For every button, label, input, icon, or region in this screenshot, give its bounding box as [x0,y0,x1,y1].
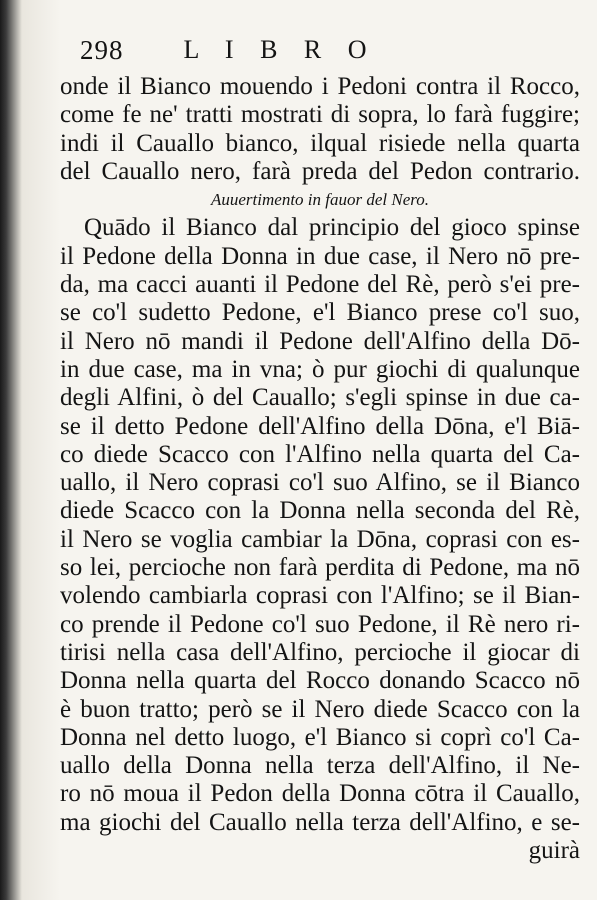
text-line: ma giochi del Cauallo nella terza dell'Alfino, e se- [60,808,580,836]
body-text [60,73,580,865]
text-line: da, ma cacci auanti il Pedone del Rè, però s'ei pre- [60,271,580,299]
text-line: Quādo il Bianco dal principio del gioco spinse [84,214,580,242]
text-line: so lei, percioche non farà perdita di Pedone, ma nō [60,554,580,582]
text-line: degli Alfini, ò del Cauallo; s'egli spinse in due ca- [60,384,580,412]
text-line: co diede Scacco con l'Alfino nella quarta del Ca- [60,440,580,468]
catchword: guirà [528,837,580,865]
text-line: come fe ne' tratti mostrati di sopra, lo farà fuggire; [60,101,580,129]
text-line: del Cauallo nero, farà preda del Pedon contrario. [60,157,580,185]
text-line: il Nero nō mandi il Pedone dell'Alfino della Dō- [60,327,580,355]
page-number: 298 [80,34,124,65]
text-line: tirisi nella casa dell'Alfino, percioche il giocar di [60,638,580,666]
text-line: volendo cambiarla coprasi con l'Alfino; se il Bian- [60,582,580,610]
text-line: il Pedone della Donna in due case, il Nero nō pre- [60,242,580,270]
text-line: ro nō moua il Pedon della Donna cōtra il Cauallo, [60,780,580,808]
running-head: L I B R O [183,35,377,64]
text-line: se co'l sudetto Pedone, e'l Bianco prese co'l suo, [60,299,580,327]
text-line: Donna nel detto luogo, e'l Bianco si coprì co'l Ca- [60,723,580,751]
text-line: Donna nella quarta del Rocco donando Scacco nō [60,667,580,695]
text-line: indi il Cauallo bianco, ilqual risiede nella quarta [60,129,580,157]
text-line: il Nero se voglia cambiar la Dōna, coprasi con es- [60,525,580,553]
section-heading: Auuertimento in fauor del Nero. [211,190,429,210]
page-header [80,33,557,67]
text-line: diede Scacco con la Donna nella seconda del Rè, [60,497,580,525]
text-line: è buon tratto; però se il Nero diede Scacco con la [60,695,580,723]
text-line: se il detto Pedone dell'Alfino della Dōna, e'l Biā- [60,412,580,440]
text-line: co prende il Pedone co'l suo Pedone, il Rè nero ri- [60,610,580,638]
text-line: uallo, il Nero coprasi co'l suo Alfino, se il Bianco [60,469,580,497]
text-line: uallo della Donna nella terza dell'Alfino, il Ne- [60,752,580,780]
text-line: in due case, ma in vna; ò pur giochi di qualunque [60,355,580,383]
text-line: onde il Bianco mouendo i Pedoni contra il Rocco, [60,73,580,100]
